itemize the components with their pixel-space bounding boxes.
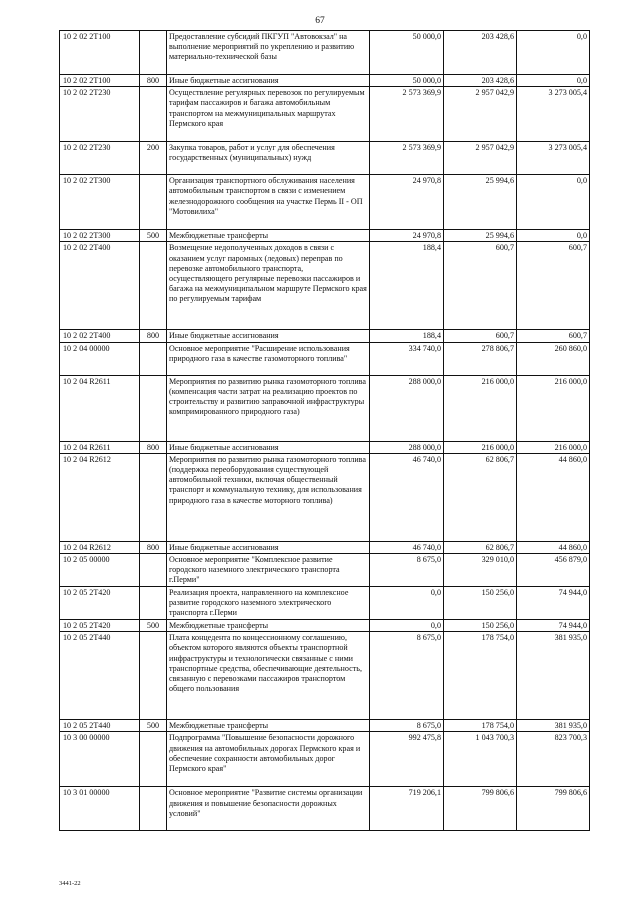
- row-name: Осуществление регулярных перевозок по регулируемым тарифам пассажиров и багажа автомобильным транспортом на межмуниципальных маршрутах Пермского края: [167, 87, 370, 142]
- row-code: 10 2 02 2Т400: [60, 242, 140, 330]
- row-amount-2020: 216 000,0: [517, 375, 590, 441]
- row-code: 10 2 04 00000: [60, 342, 140, 375]
- row-amount-2020: 600,7: [517, 330, 590, 342]
- row-name: Подпрограмма "Повышение безопасности дорожного движения на автомобильных дорогах Пермского края и обеспечение сохранности автомобильных дорог Пермского края": [167, 732, 370, 787]
- row-amount-2018: 8 675,0: [370, 632, 444, 720]
- row-name: Иные бюджетные ассигнования: [167, 541, 370, 553]
- row-code: 10 2 05 00000: [60, 554, 140, 587]
- row-code: 10 2 05 2Т420: [60, 620, 140, 632]
- row-name: Межбюджетные трансферты: [167, 620, 370, 632]
- row-name: Предоставление субсидий ПКГУП "Автовокзал" на выполнение мероприятий по укреплению и развитию материально-технической базы: [167, 31, 370, 75]
- row-amount-2018: 2 573 369,9: [370, 142, 444, 175]
- table-row: [60, 31, 590, 75]
- table-row: [60, 620, 590, 632]
- table-row: [60, 142, 590, 175]
- row-name: Плата концедента по концессионному соглашению, объектом которого являются объекты транспортной инфраструктуры и технологически связанные с ними транспортные средства, обеспечивающие деятельность, связанную с перевозками пассажиров транспортом общего пользования: [167, 632, 370, 720]
- row-expense-type: [140, 732, 167, 787]
- row-name: Иные бюджетные ассигнования: [167, 441, 370, 453]
- row-amount-2019: 799 806,6: [444, 787, 517, 831]
- row-amount-2019: 25 994,6: [444, 175, 517, 230]
- row-code: 10 2 05 2Т440: [60, 632, 140, 720]
- row-amount-2019: 178 754,0: [444, 632, 517, 720]
- row-amount-2020: 3 273 005,4: [517, 87, 590, 142]
- row-expense-type: [140, 31, 167, 75]
- row-expense-type: [140, 787, 167, 831]
- row-code: 10 2 05 2Т420: [60, 587, 140, 620]
- row-amount-2018: 46 740,0: [370, 453, 444, 541]
- row-amount-2018: 46 740,0: [370, 541, 444, 553]
- row-amount-2019: 178 754,0: [444, 720, 517, 732]
- row-name: Мероприятия по развитию рынка газомоторного топлива (компенсация части затрат на реализацию проектов по строительству и развитию заправочной инфраструктуры компримированного природного газа): [167, 375, 370, 441]
- row-expense-type: 500: [140, 620, 167, 632]
- row-code: 10 2 02 2Т300: [60, 175, 140, 230]
- row-name: Закупка товаров, работ и услуг для обеспечения государственных (муниципальных) нужд: [167, 142, 370, 175]
- row-expense-type: 800: [140, 441, 167, 453]
- row-amount-2020: 74 944,0: [517, 587, 590, 620]
- row-amount-2019: 150 256,0: [444, 620, 517, 632]
- row-code: 10 2 04 R2611: [60, 375, 140, 441]
- row-amount-2018: 288 000,0: [370, 375, 444, 441]
- budget-table: [59, 30, 590, 831]
- table-row: [60, 541, 590, 553]
- row-amount-2019: 62 806,7: [444, 541, 517, 553]
- row-name: Основное мероприятие "Расширение использования природного газа в качестве газомоторного топлива": [167, 342, 370, 375]
- table-row: [60, 175, 590, 230]
- budget-table-body: [60, 31, 590, 831]
- row-amount-2019: 150 256,0: [444, 587, 517, 620]
- row-amount-2019: 278 806,7: [444, 342, 517, 375]
- row-name: Межбюджетные трансферты: [167, 230, 370, 242]
- row-code: 10 2 02 2Т400: [60, 330, 140, 342]
- row-name: Межбюджетные трансферты: [167, 720, 370, 732]
- row-amount-2019: 2 957 042,9: [444, 142, 517, 175]
- document-code: 3441-22: [59, 880, 81, 887]
- row-expense-type: 500: [140, 720, 167, 732]
- row-amount-2019: 600,7: [444, 242, 517, 330]
- table-row: [60, 787, 590, 831]
- row-amount-2020: 456 879,0: [517, 554, 590, 587]
- row-amount-2020: 0,0: [517, 31, 590, 75]
- row-name: Организация транспортного обслуживания населения автомобильным транспортом в связи с изменением железнодорожного сообщения на участке Пермь II - ОП "Мотовилиха": [167, 175, 370, 230]
- row-amount-2019: 25 994,6: [444, 230, 517, 242]
- row-name: Возмещение недополученных доходов в связи с оказанием услуг паромных (ледовых) переправ по перевозке автомобильного транспорта, осуществляющего регулярные перевозки пассажиров и багажа на межмуниципальном маршруте Пермского края по регулируемым тарифам: [167, 242, 370, 330]
- row-name: Основное мероприятие "Развитие системы организации движения и повышение безопасности дорожных условий": [167, 787, 370, 831]
- row-amount-2019: 203 428,6: [444, 31, 517, 75]
- table-row: [60, 632, 590, 720]
- row-amount-2019: 216 000,0: [444, 441, 517, 453]
- table-row: [60, 587, 590, 620]
- row-code: 10 2 02 2Т100: [60, 75, 140, 87]
- row-amount-2018: 0,0: [370, 587, 444, 620]
- row-amount-2018: 8 675,0: [370, 554, 444, 587]
- row-code: 10 2 05 2Т440: [60, 720, 140, 732]
- row-amount-2018: 50 000,0: [370, 75, 444, 87]
- row-code: 10 2 04 R2612: [60, 541, 140, 553]
- table-row: [60, 330, 590, 342]
- row-expense-type: [140, 554, 167, 587]
- row-amount-2020: 3 273 005,4: [517, 142, 590, 175]
- row-amount-2020: 600,7: [517, 242, 590, 330]
- row-code: 10 2 04 R2612: [60, 453, 140, 541]
- row-name: Иные бюджетные ассигнования: [167, 330, 370, 342]
- row-amount-2020: 381 935,0: [517, 720, 590, 732]
- row-amount-2020: 216 000,0: [517, 441, 590, 453]
- row-amount-2018: 188,4: [370, 242, 444, 330]
- row-expense-type: [140, 632, 167, 720]
- row-amount-2020: 799 806,6: [517, 787, 590, 831]
- row-amount-2018: 288 000,0: [370, 441, 444, 453]
- row-expense-type: [140, 375, 167, 441]
- row-expense-type: [140, 453, 167, 541]
- row-amount-2020: 0,0: [517, 230, 590, 242]
- row-amount-2020: 0,0: [517, 175, 590, 230]
- row-expense-type: [140, 242, 167, 330]
- row-amount-2019: 62 806,7: [444, 453, 517, 541]
- row-amount-2020: 44 860,0: [517, 453, 590, 541]
- row-expense-type: [140, 342, 167, 375]
- row-code: 10 2 04 R2611: [60, 441, 140, 453]
- table-row: [60, 720, 590, 732]
- row-amount-2018: 992 475,8: [370, 732, 444, 787]
- row-amount-2019: 2 957 042,9: [444, 87, 517, 142]
- table-row: [60, 342, 590, 375]
- row-amount-2019: 329 010,0: [444, 554, 517, 587]
- row-amount-2018: 2 573 369,9: [370, 87, 444, 142]
- row-amount-2018: 0,0: [370, 620, 444, 632]
- table-row: [60, 87, 590, 142]
- row-amount-2020: 0,0: [517, 75, 590, 87]
- row-name: Иные бюджетные ассигнования: [167, 75, 370, 87]
- row-code: 10 2 02 2Т300: [60, 230, 140, 242]
- row-expense-type: [140, 175, 167, 230]
- row-code: 10 3 01 00000: [60, 787, 140, 831]
- table-row: [60, 242, 590, 330]
- row-code: 10 2 02 2Т230: [60, 142, 140, 175]
- row-expense-type: 500: [140, 230, 167, 242]
- row-expense-type: 800: [140, 541, 167, 553]
- row-amount-2019: 216 000,0: [444, 375, 517, 441]
- row-amount-2018: 188,4: [370, 330, 444, 342]
- row-expense-type: 800: [140, 75, 167, 87]
- row-expense-type: [140, 87, 167, 142]
- row-amount-2020: 74 944,0: [517, 620, 590, 632]
- row-name: Мероприятия по развитию рынка газомоторного топлива (поддержка переоборудования существующей автомобильной техники, включая общественный транспорт и коммунальную технику, для использования природного газа в качестве моторного топлива): [167, 453, 370, 541]
- row-amount-2018: 8 675,0: [370, 720, 444, 732]
- row-amount-2018: 719 206,1: [370, 787, 444, 831]
- page-number: 67: [315, 16, 325, 26]
- table-row: [60, 75, 590, 87]
- row-amount-2020: 823 700,3: [517, 732, 590, 787]
- table-row: [60, 441, 590, 453]
- row-amount-2018: 334 740,0: [370, 342, 444, 375]
- row-amount-2020: 381 935,0: [517, 632, 590, 720]
- row-code: 10 2 02 2Т230: [60, 87, 140, 142]
- row-code: 10 3 00 00000: [60, 732, 140, 787]
- row-name: Реализация проекта, направленного на комплексное развитие городского наземного электрического транспорта г.Перми: [167, 587, 370, 620]
- row-amount-2019: 600,7: [444, 330, 517, 342]
- table-row: [60, 453, 590, 541]
- table-row: [60, 230, 590, 242]
- row-name: Основное мероприятие "Комплексное развитие городского наземного электрического транспорта г.Перми": [167, 554, 370, 587]
- row-expense-type: [140, 587, 167, 620]
- row-amount-2019: 1 043 700,3: [444, 732, 517, 787]
- row-amount-2020: 260 860,0: [517, 342, 590, 375]
- row-expense-type: 200: [140, 142, 167, 175]
- row-amount-2018: 24 970,8: [370, 230, 444, 242]
- row-amount-2019: 203 428,6: [444, 75, 517, 87]
- table-row: [60, 732, 590, 787]
- row-expense-type: 800: [140, 330, 167, 342]
- row-code: 10 2 02 2Т100: [60, 31, 140, 75]
- row-amount-2020: 44 860,0: [517, 541, 590, 553]
- row-amount-2018: 50 000,0: [370, 31, 444, 75]
- table-row: [60, 554, 590, 587]
- table-row: [60, 375, 590, 441]
- row-amount-2018: 24 970,8: [370, 175, 444, 230]
